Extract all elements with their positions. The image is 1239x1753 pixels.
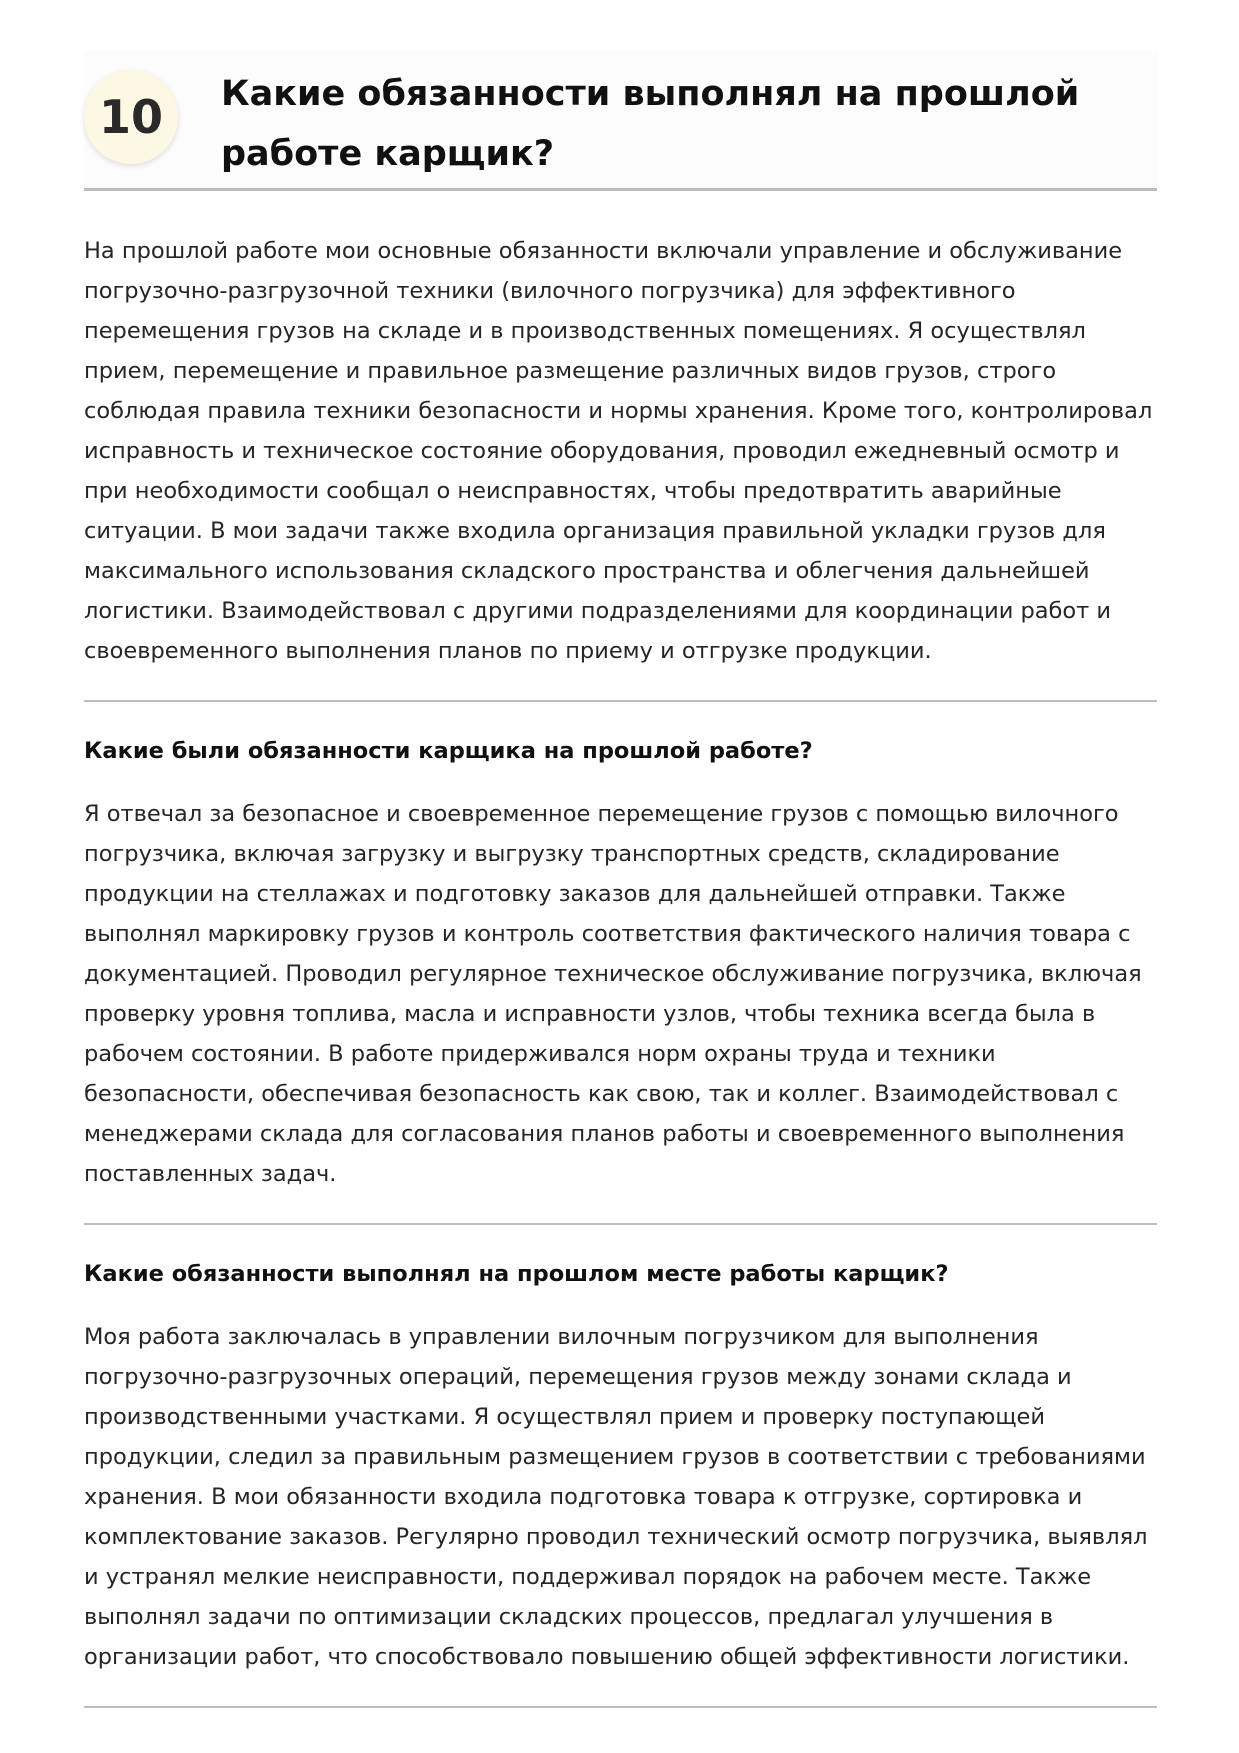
section-divider — [84, 1223, 1157, 1225]
question-title: Какие обязанности выполнял на прошлой работе карщик? — [221, 74, 1080, 174]
subsection-paragraph: Я отвечал за безопасное и своевременное перемещение грузов с помощью вилочного погрузчика, включая загрузку и выгрузку транспортных средств, складирование продукции на стеллажах и подготовку заказов для дальнейшей отправки. Также выполнял маркировку грузов и контроль соответствия фактического наличия товара с документацией. Проводил регулярное техническое обслуживание погрузчика, включая проверку уровня топлива, масла и исправности узлов, чтобы техника всегда была в рабочем состоянии. В работе придерживался норм охраны труда и техники безопасности, обеспечивая безопасность как свою, так и коллег. Взаимодействовал с менеджерами склада для согласования планов работы и своевременного выполнения поставленных задач. — [84, 801, 1142, 1187]
intro-section — [84, 231, 1157, 671]
section-divider — [84, 1706, 1157, 1708]
subsection-heading: Какие были обязанности карщика на прошлой работе? — [84, 738, 813, 764]
subsection-2 — [84, 1254, 1157, 1677]
subsection-paragraph: Моя работа заключалась в управлении вилочным погрузчиком для выполнения погрузочно-разгрузочных операций, перемещения грузов между зонами склада и производственными участками. Я осуществлял прием и проверку поступающей продукции, следил за правильным размещением грузов в соответствии с требованиями хранения. В мои обязанности входила подготовка товара к отгрузке, сортировка и комплектование заказов. Регулярно проводил технический осмотр погрузчика, выявлял и устранял мелкие неисправности, поддерживал порядок на рабочем месте. Также выполнял задачи по оптимизации складских процессов, предлагал улучшения в организации работ, что способствовало повышению общей эффективности логистики. — [84, 1324, 1148, 1670]
question-number-badge: 10 — [84, 70, 178, 164]
subsection-heading: Какие обязанности выполнял на прошлом месте работы карщик? — [84, 1261, 949, 1287]
intro-paragraph: На прошлой работе мои основные обязанности включали управление и обслуживание погрузочно-разгрузочной техники (вилочного погрузчика) для эффективного перемещения грузов на складе и в производственных помещениях. Я осуществлял прием, перемещение и правильное размещение различных видов грузов, строго соблюдая правила техники безопасности и нормы хранения. Кроме того, контролировал исправность и техническое состояние оборудования, проводил ежедневный осмотр и при необходимости сообщал о неисправностях, чтобы предотвратить аварийные ситуации. В мои задачи также входила организация правильной укладки грузов для максимального использования складского пространства и облегчения дальнейшей логистики. Взаимодействовал с другими подразделениями для координации работ и своевременного выполнения планов по приему и отгрузке продукции. — [84, 238, 1153, 664]
document-page — [84, 0, 1157, 1708]
subsection-1 — [84, 731, 1157, 1194]
section-divider — [84, 700, 1157, 702]
question-header — [84, 50, 1157, 191]
